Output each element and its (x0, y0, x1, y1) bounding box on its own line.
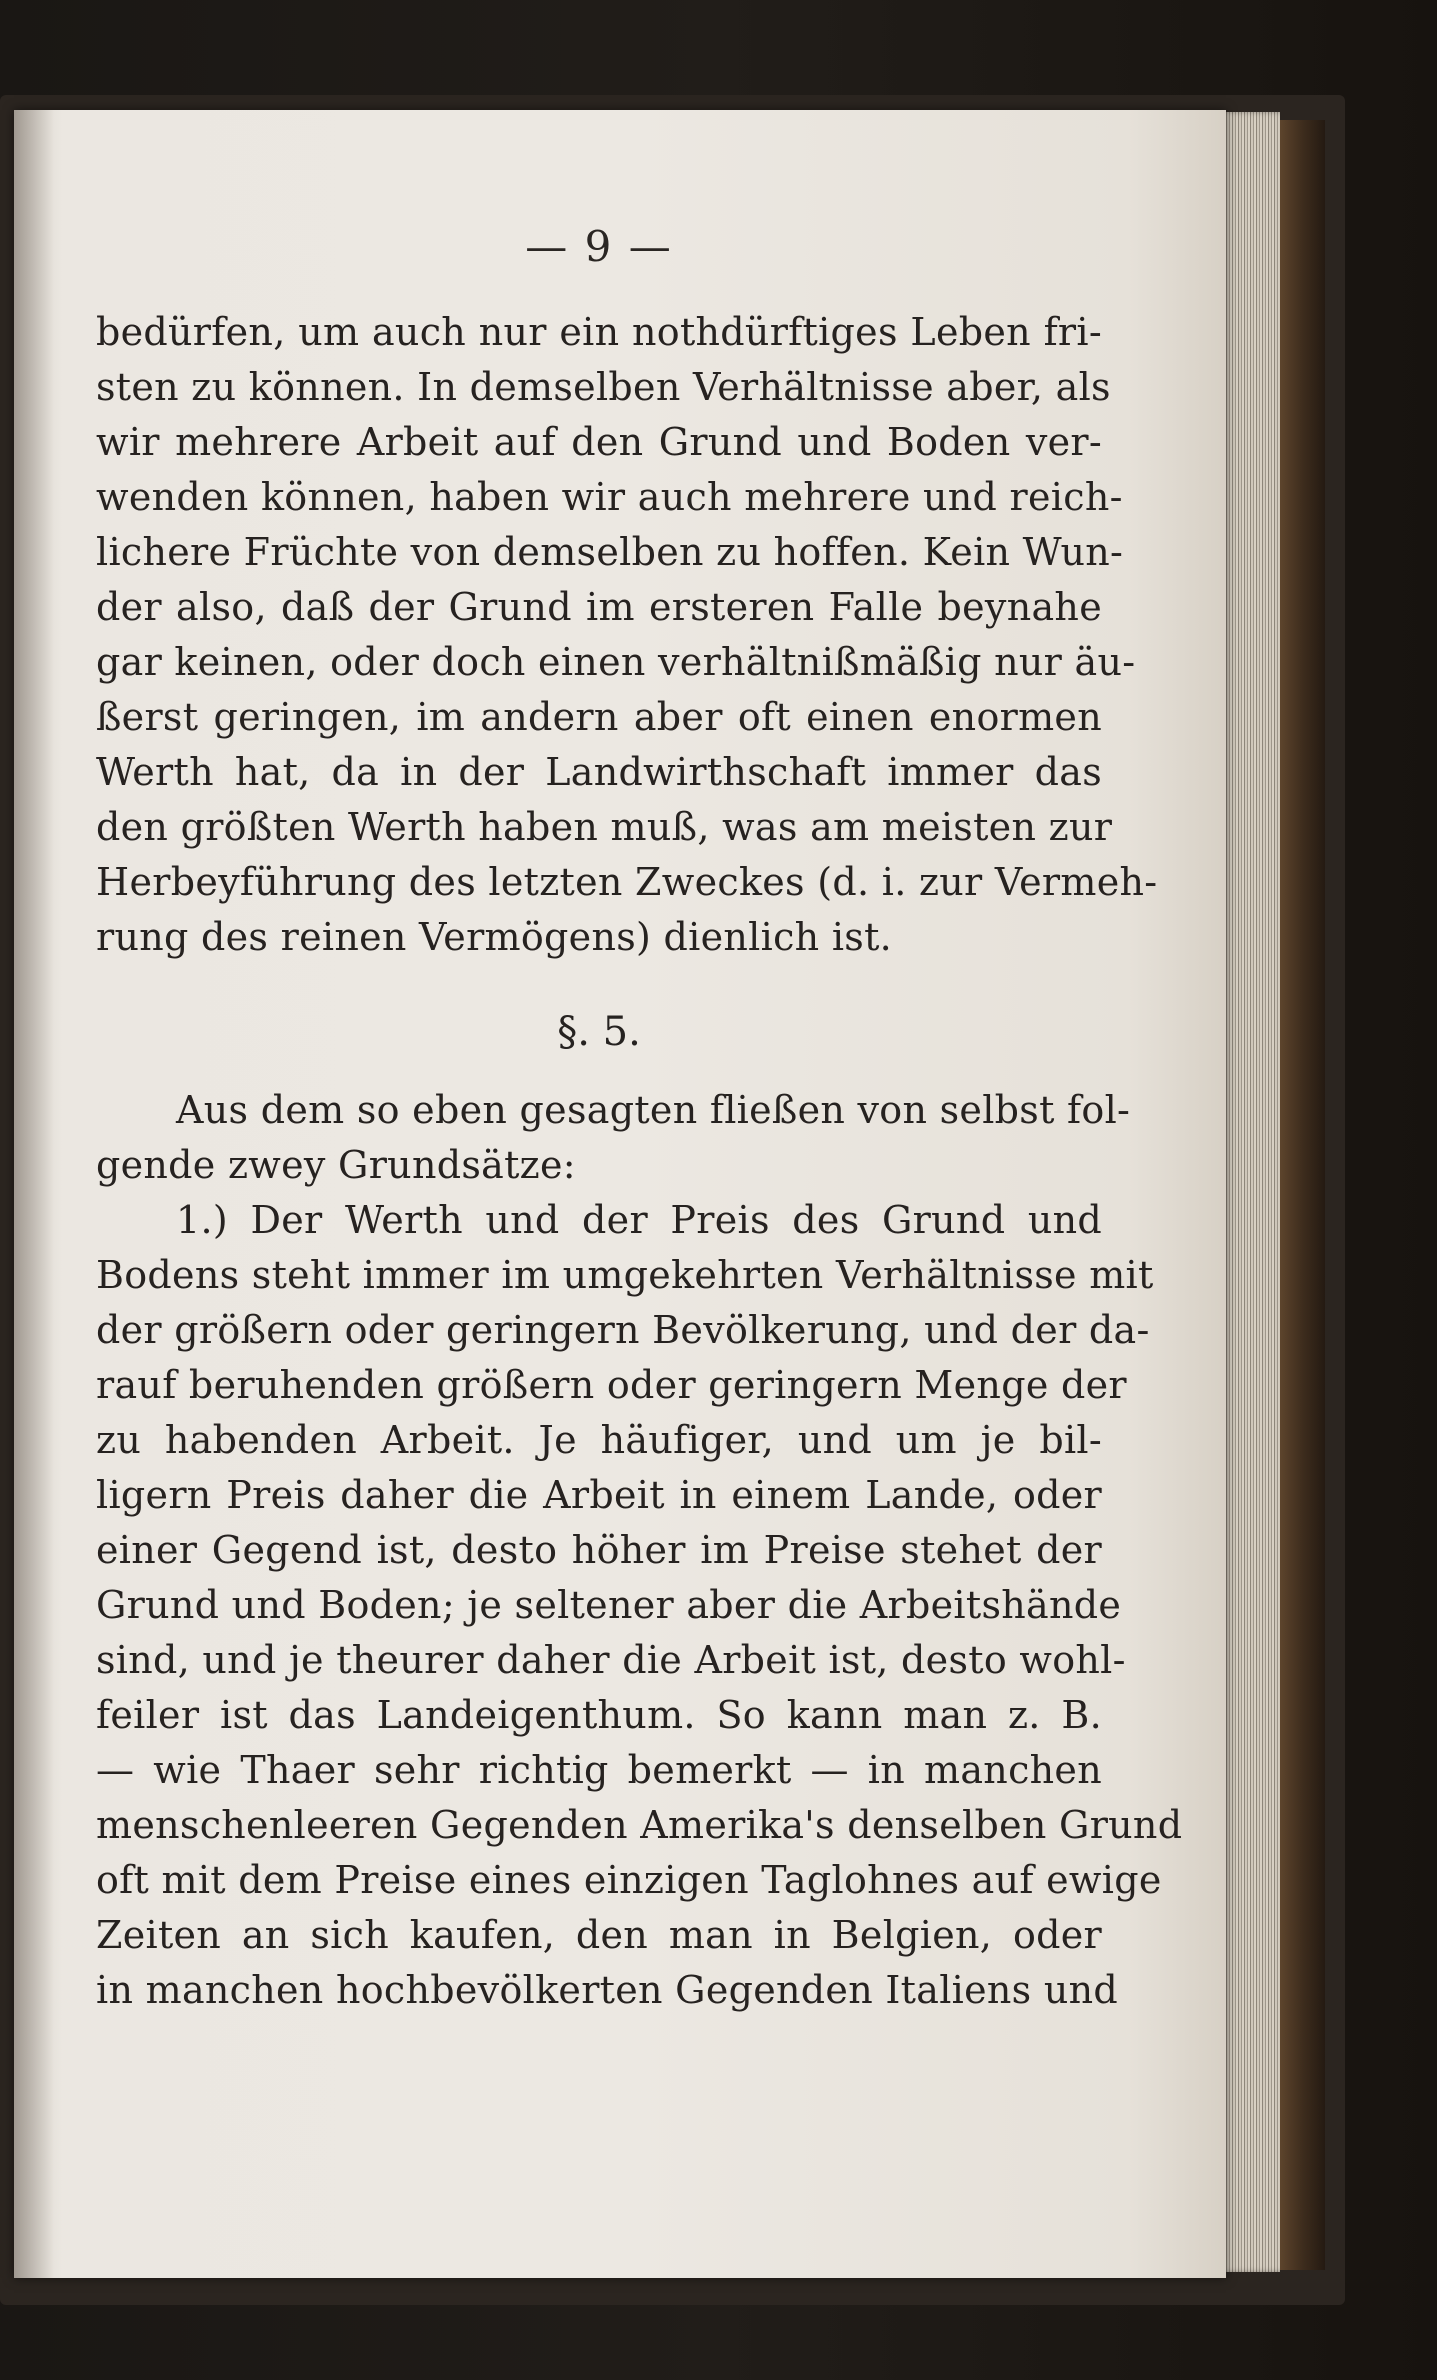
text-line: wir mehrere Arbeit auf den Grund und Boden ver- (96, 420, 1102, 464)
text-line: Bodens steht immer im umgekehrten Verhältnisse mit (96, 1253, 1154, 1297)
text-line: einer Gegend ist, desto höher im Preise stehet der (96, 1528, 1102, 1572)
text-line: lichere Früchte von demselben zu hoffen. Kein Wun- (96, 530, 1124, 574)
text-line: ligern Preis daher die Arbeit in einem Lande, oder (96, 1473, 1102, 1517)
text-line: sten zu können. In demselben Verhältnisse aber, als (96, 365, 1111, 409)
text-line: gar keinen, oder doch einen verhältnißmäßig nur äu- (96, 640, 1136, 684)
text-line: Aus dem so eben gesagten fließen von selbst fol- (176, 1088, 1131, 1132)
text-line: menschenleeren Gegenden Amerika's denselben Grund (96, 1803, 1183, 1847)
text-line: — wie Thaer sehr richtig bemerkt — in manchen (96, 1748, 1102, 1792)
text-line: gende zwey Grundsätze: (96, 1143, 576, 1187)
text-line: ßerst geringen, im andern aber oft einen enormen (96, 695, 1102, 739)
text-line: Herbeyführung des letzten Zweckes (d. i. zur Vermeh- (96, 860, 1158, 904)
text-line: der größern oder geringern Bevölkerung, und der da- (96, 1308, 1150, 1352)
text-line: Grund und Boden; je seltener aber die Arbeitshände (96, 1583, 1122, 1627)
text-line: rauf beruhenden größern oder geringern Menge der (96, 1363, 1127, 1407)
text-line: in manchen hochbevölkerten Gegenden Italiens und (96, 1968, 1119, 2012)
gutter-shadow (14, 110, 54, 2278)
text-line: rung des reinen Vermögens) dienlich ist. (96, 915, 893, 959)
section-heading: §. 5. (557, 1009, 641, 1055)
text-line: sind, und je theurer daher die Arbeit ist, desto wohl- (96, 1638, 1126, 1682)
text-line: der also, daß der Grund im ersteren Falle beynahe (96, 585, 1102, 629)
text-line: den größten Werth haben muß, was am meisten zur (96, 805, 1113, 849)
text-line: feiler ist das Landeigenthum. So kann man z. B. (96, 1693, 1102, 1737)
text-line: oft mit dem Preise eines einzigen Taglohnes auf ewige (96, 1858, 1162, 1902)
text-line: Werth hat, da in der Landwirthschaft immer das (96, 750, 1102, 794)
text-line: 1.) Der Werth und der Preis des Grund und (176, 1198, 1102, 1242)
text-line: Zeiten an sich kaufen, den man in Belgien, oder (96, 1913, 1102, 1957)
text-line: zu habenden Arbeit. Je häufiger, und um je bil- (96, 1418, 1102, 1462)
page-number: — 9 — (525, 222, 673, 271)
text-line: wenden können, haben wir auch mehrere und reich- (96, 475, 1123, 519)
text-line: bedürfen, um auch nur ein nothdürftiges Leben fri- (96, 310, 1102, 354)
